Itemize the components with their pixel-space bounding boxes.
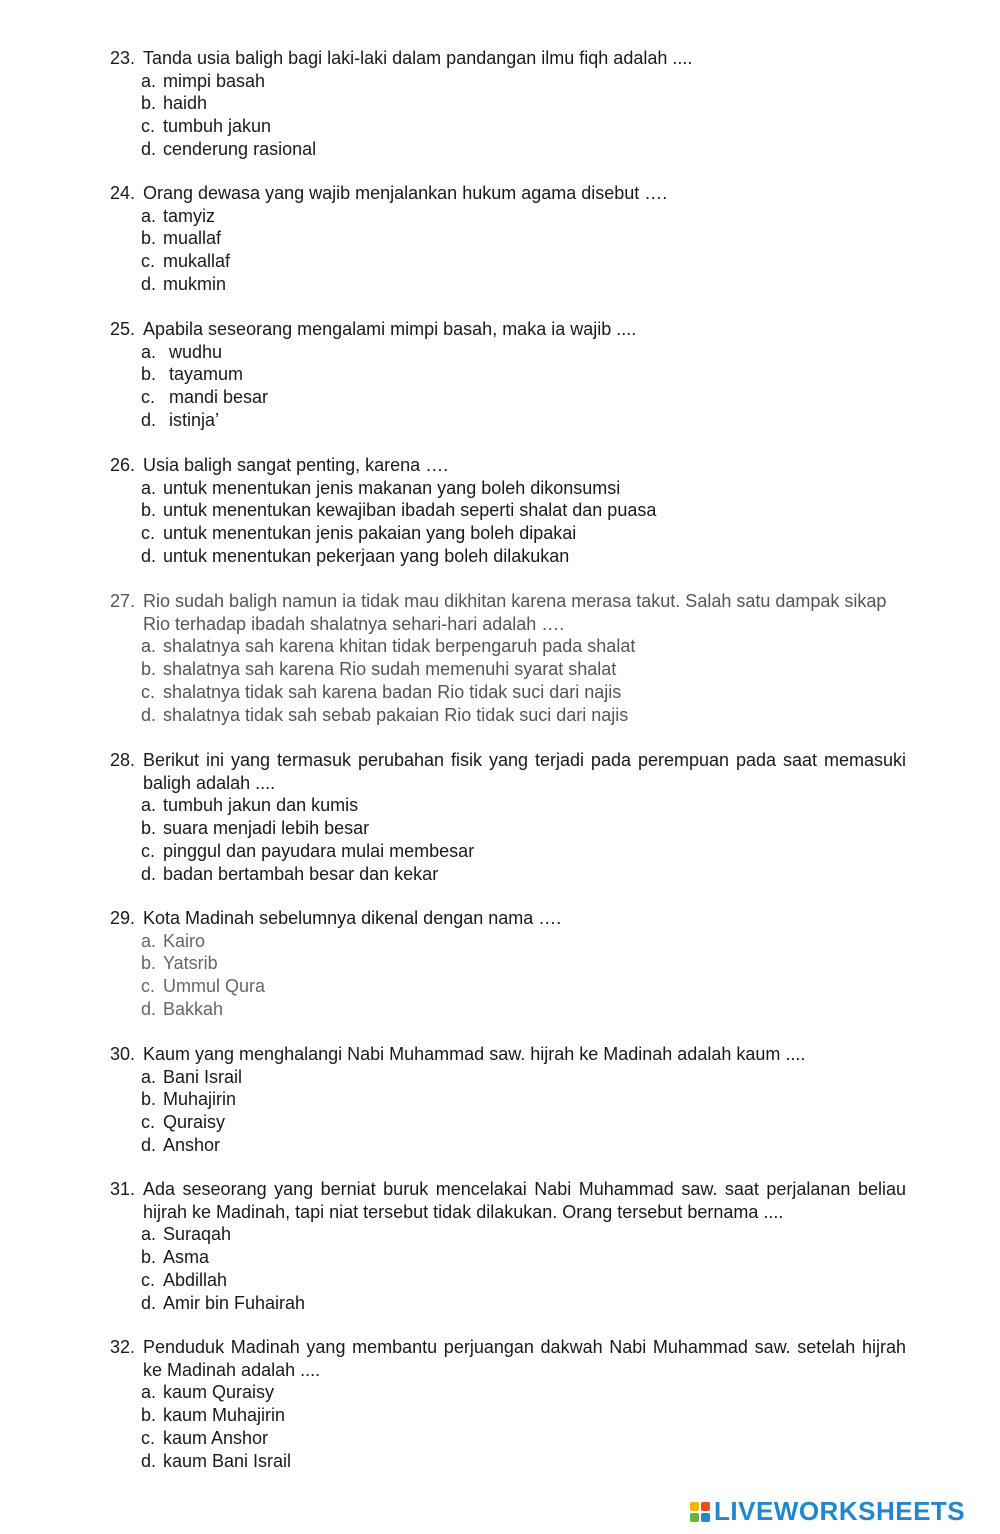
option-letter: c. (141, 1427, 156, 1448)
question-number: 27. (110, 591, 136, 611)
option-text: Muhajirin (163, 1089, 237, 1110)
option-text: Yatsrib (163, 953, 218, 974)
option-letter: c. (141, 1269, 156, 1290)
option-text: shalatnya tidak sah sebab pakaian Rio tidak suci dari najis (163, 704, 629, 725)
option-c[interactable] (110, 386, 906, 409)
option-c[interactable] (110, 115, 906, 138)
question-text: Kota Madinah sebelumnya dikenal dengan nama …. (143, 908, 562, 928)
option-a[interactable] (110, 635, 906, 658)
option-text: kaum Quraisy (163, 1382, 275, 1403)
option-text: tamyiz (163, 205, 216, 226)
option-b[interactable] (110, 817, 906, 840)
option-text: Bani Israil (163, 1066, 243, 1087)
option-text: shalatnya tidak sah karena badan Rio tidak suci dari najis (163, 681, 622, 702)
option-text: untuk menentukan jenis pakaian yang boleh dipakai (163, 523, 577, 544)
option-letter: b. (141, 228, 157, 249)
option-text: mandi besar (169, 387, 269, 408)
option-text: suara menjadi lebih besar (163, 818, 370, 839)
option-a[interactable] (110, 1381, 906, 1404)
option-list (110, 1381, 906, 1472)
question-26 (110, 454, 906, 568)
logo-square-yellow (690, 1502, 699, 1511)
option-text: kaum Bani Israil (163, 1450, 292, 1471)
logo-square-blue (701, 1513, 710, 1522)
option-d[interactable] (110, 998, 906, 1021)
option-text: mukmin (163, 273, 227, 294)
option-letter: c. (141, 523, 156, 544)
option-c[interactable] (110, 1111, 906, 1134)
logo-square-green (690, 1513, 699, 1522)
option-list (110, 477, 906, 568)
option-list (110, 794, 906, 885)
option-b[interactable] (110, 658, 906, 681)
option-letter: a. (141, 795, 157, 816)
question-number: 26. (110, 455, 136, 475)
option-c[interactable] (110, 840, 906, 863)
option-text: tumbuh jakun dan kumis (163, 795, 359, 816)
question-23 (110, 47, 906, 161)
option-text: tayamum (169, 364, 244, 385)
option-a[interactable] (110, 341, 906, 364)
question-29 (110, 907, 906, 1021)
option-list (110, 341, 906, 432)
option-text: badan bertambah besar dan kekar (163, 863, 439, 884)
option-letter: b. (141, 659, 157, 680)
option-letter: a. (141, 1066, 157, 1087)
option-text: untuk menentukan jenis makanan yang boleh dikonsumsi (163, 477, 621, 498)
option-text: shalatnya sah karena Rio sudah memenuhi syarat shalat (163, 659, 617, 680)
question-stem (110, 749, 906, 794)
option-letter: c. (141, 840, 156, 861)
option-c[interactable] (110, 250, 906, 273)
option-text: Quraisy (163, 1112, 226, 1133)
question-number: 25. (110, 319, 136, 339)
option-letter: d. (141, 863, 157, 884)
option-text: haidh (163, 93, 208, 114)
option-text: Ummul Qura (163, 976, 266, 997)
logo-text: LIVEWORKSHEETS (714, 1496, 966, 1526)
option-list (110, 1223, 906, 1314)
option-letter: c. (141, 1112, 156, 1133)
question-stem (110, 318, 906, 341)
question-number: 32. (110, 1337, 136, 1357)
question-number: 29. (110, 908, 136, 928)
question-stem (110, 454, 906, 477)
option-letter: c. (141, 681, 156, 702)
option-d[interactable] (110, 1134, 906, 1157)
option-letter: d. (141, 704, 157, 725)
question-27 (110, 590, 906, 726)
option-text: Anshor (163, 1134, 221, 1155)
option-text: istinja’ (169, 409, 220, 430)
option-d[interactable] (110, 863, 906, 886)
option-c[interactable] (110, 1269, 906, 1292)
option-a[interactable] (110, 930, 906, 953)
question-text: Tanda usia baligh bagi laki-laki dalam pandangan ilmu fiqh adalah .... (143, 48, 693, 68)
option-c[interactable] (110, 681, 906, 704)
option-a[interactable] (110, 205, 906, 228)
option-text: Bakkah (163, 998, 224, 1019)
question-number: 23. (110, 48, 136, 68)
option-a[interactable] (110, 794, 906, 817)
option-text: Asma (163, 1247, 210, 1268)
option-text: mukallaf (163, 251, 231, 272)
question-number: 24. (110, 183, 136, 203)
option-a[interactable] (110, 1223, 906, 1246)
option-letter: a. (141, 1224, 157, 1245)
option-letter: c. (141, 976, 156, 997)
question-text: Rio sudah baligh namun ia tidak mau dikhitan karena merasa takut. Salah satu dampak sikap Rio terhadap ibadah shalatnya sehari-hari adalah …. (143, 591, 887, 634)
option-c[interactable] (110, 522, 906, 545)
option-letter: d. (141, 998, 157, 1019)
option-list (110, 1066, 906, 1157)
option-letter: a. (141, 205, 157, 226)
option-text: pinggul dan payudara mulai membesar (163, 840, 475, 861)
option-text: Kairo (163, 930, 206, 951)
option-letter: d. (141, 1292, 157, 1313)
option-letter: d. (141, 1134, 157, 1155)
question-number: 28. (110, 750, 136, 770)
option-letter: c. (141, 116, 156, 137)
question-stem (110, 1043, 906, 1066)
option-text: untuk menentukan kewajiban ibadah seperti shalat dan puasa (163, 500, 657, 521)
option-letter: b. (141, 818, 157, 839)
question-30 (110, 1043, 906, 1157)
option-list (110, 70, 906, 161)
question-stem (110, 47, 906, 70)
option-letter: d. (141, 409, 157, 430)
option-letter: a. (141, 477, 157, 498)
option-letter: b. (141, 93, 157, 114)
option-text: tumbuh jakun (163, 116, 272, 137)
option-d[interactable] (110, 704, 906, 727)
option-c[interactable] (110, 975, 906, 998)
question-text: Berikut ini yang termasuk perubahan fisik yang terjadi pada perempuan pada saat memasuki baligh adalah .... (143, 750, 906, 793)
option-b[interactable] (110, 499, 906, 522)
option-text: muallaf (163, 228, 222, 249)
option-letter: b. (141, 1247, 157, 1268)
option-d[interactable] (110, 409, 906, 432)
option-letter: b. (141, 1089, 157, 1110)
option-text: shalatnya sah karena khitan tidak berpengaruh pada shalat (163, 636, 636, 657)
liveworksheets-mark-icon (690, 1502, 710, 1522)
option-d[interactable] (110, 273, 906, 296)
question-text: Penduduk Madinah yang membantu perjuangan dakwah Nabi Muhammad saw. setelah hijrah ke Madinah adalah .... (143, 1337, 906, 1380)
option-letter: c. (141, 387, 156, 408)
option-text: cenderung rasional (163, 138, 317, 159)
option-letter: b. (141, 1405, 157, 1426)
question-text: Ada seseorang yang berniat buruk mencelakai Nabi Muhammad saw. saat perjalanan beliau hijrah ke Madinah, tapi niat tersebut tidak dilakukan. Orang tersebut bernama .... (143, 1179, 906, 1222)
option-letter: a. (141, 636, 157, 657)
option-d[interactable] (110, 1450, 906, 1473)
question-stem (110, 182, 906, 205)
question-stem (110, 590, 906, 635)
question-number: 31. (110, 1179, 136, 1199)
option-b[interactable] (110, 1246, 906, 1269)
logo-square-red (701, 1502, 710, 1511)
option-list (110, 635, 906, 726)
option-c[interactable] (110, 1427, 906, 1450)
option-letter: d. (141, 545, 157, 566)
liveworksheets-logo (690, 1496, 965, 1527)
option-b[interactable] (110, 227, 906, 250)
question-32 (110, 1336, 906, 1472)
option-b[interactable] (110, 363, 906, 386)
option-b[interactable] (110, 952, 906, 975)
question-31 (110, 1178, 906, 1314)
option-list (110, 205, 906, 296)
option-letter: b. (141, 364, 157, 385)
question-stem (110, 907, 906, 930)
option-letter: b. (141, 500, 157, 521)
option-letter: d. (141, 138, 157, 159)
question-stem (110, 1178, 906, 1223)
option-text: kaum Anshor (163, 1427, 269, 1448)
option-letter: b. (141, 953, 157, 974)
option-letter: d. (141, 273, 157, 294)
option-a[interactable] (110, 1066, 906, 1089)
option-b[interactable] (110, 1404, 906, 1427)
question-28 (110, 749, 906, 885)
option-text: untuk menentukan pekerjaan yang boleh dilakukan (163, 545, 570, 566)
option-a[interactable] (110, 477, 906, 500)
option-b[interactable] (110, 1088, 906, 1111)
question-text: Kaum yang menghalangi Nabi Muhammad saw. hijrah ke Madinah adalah kaum .... (143, 1044, 806, 1064)
option-d[interactable] (110, 1292, 906, 1315)
option-letter: a. (141, 930, 157, 951)
option-d[interactable] (110, 545, 906, 568)
question-number: 30. (110, 1044, 136, 1064)
option-a[interactable] (110, 70, 906, 93)
option-text: mimpi basah (163, 70, 266, 91)
option-list (110, 930, 906, 1021)
question-24 (110, 182, 906, 296)
option-letter: a. (141, 341, 157, 362)
question-text: Usia baligh sangat penting, karena …. (143, 455, 449, 475)
question-text: Orang dewasa yang wajib menjalankan hukum agama disebut …. (143, 183, 668, 203)
option-d[interactable] (110, 138, 906, 161)
question-text: Apabila seseorang mengalami mimpi basah, maka ia wajib .... (143, 319, 637, 339)
option-b[interactable] (110, 92, 906, 115)
option-letter: a. (141, 1382, 157, 1403)
option-text: Suraqah (163, 1224, 232, 1245)
option-text: wudhu (169, 341, 223, 362)
option-letter: a. (141, 70, 157, 91)
question-stem (110, 1336, 906, 1381)
option-text: kaum Muhajirin (163, 1405, 286, 1426)
question-25 (110, 318, 906, 432)
option-letter: d. (141, 1450, 157, 1471)
option-text: Amir bin Fuhairah (163, 1292, 306, 1313)
option-text: Abdillah (163, 1269, 228, 1290)
option-letter: c. (141, 251, 156, 272)
